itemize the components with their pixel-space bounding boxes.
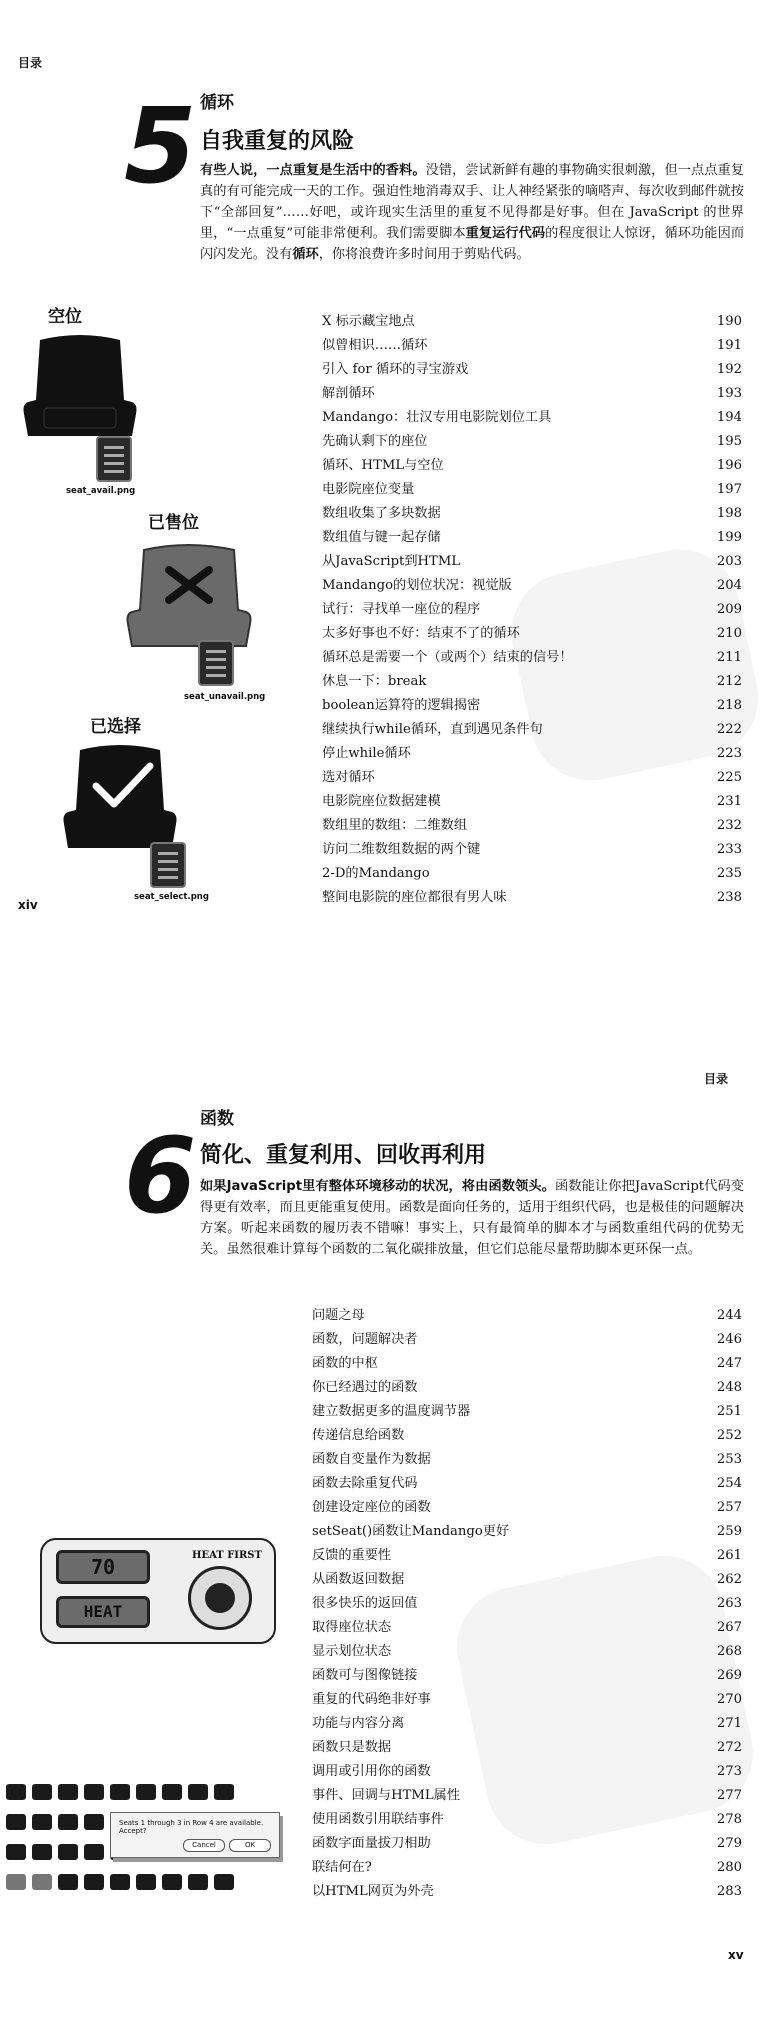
toc-entry-page: 277: [716, 1788, 742, 1803]
toc-entry-title: 创建设定座位的函数: [312, 1500, 431, 1515]
toc-entry-title: 休息一下：break: [322, 674, 427, 689]
toc-entry-page: 235: [716, 866, 742, 881]
toc-entry-page: 232: [716, 818, 742, 833]
toc-entry-page: 209: [716, 602, 742, 617]
mini-seat-icon: [6, 1784, 26, 1800]
toc-entry-page: 270: [716, 1692, 742, 1707]
toc-entry[interactable]: [312, 1592, 742, 1616]
toc-entry-title: 解剖循环: [322, 386, 375, 401]
toc-entry-title: 选对循环: [322, 770, 375, 785]
toc-entry[interactable]: [312, 1424, 742, 1448]
mini-seat-icon: [58, 1844, 78, 1860]
thermostat-mode-display: HEAT: [56, 1596, 150, 1628]
ok-button[interactable]: OK: [229, 1839, 271, 1852]
toc-entry-page: 196: [716, 458, 742, 473]
toc-entry[interactable]: [312, 1616, 742, 1640]
toc-entry-page: 218: [716, 698, 742, 713]
toc-entry-title: 函数可与图像链接: [312, 1668, 418, 1683]
toc-entry[interactable]: [322, 622, 742, 646]
toc-entry-title: boolean运算符的逻辑揭密: [322, 698, 481, 713]
thermostat-brand: HEAT FIRST: [192, 1550, 262, 1561]
toc-entry-page: 280: [716, 1860, 742, 1875]
file-tag-icon: [150, 842, 186, 888]
toc-entry-title: Mandango：壮汉专用电影院划位工具: [322, 410, 552, 425]
toc-list: [322, 310, 742, 910]
toc-entry[interactable]: [322, 382, 742, 406]
toc-entry-page: 269: [716, 1668, 742, 1683]
toc-entry-title: 函数自变量作为数据: [312, 1452, 431, 1467]
toc-entry-title: 显示划位状态: [312, 1644, 392, 1659]
page-number: xiv: [18, 898, 38, 912]
seat-label-available: 空位: [48, 307, 82, 327]
toc-entry[interactable]: [312, 1400, 742, 1424]
toc-entry-page: 272: [716, 1740, 742, 1755]
mini-seat-icon: [32, 1844, 52, 1860]
toc-entry[interactable]: [322, 886, 742, 910]
toc-entry[interactable]: [322, 814, 742, 838]
dialog-message: Seats 1 through 3 in Row 4 are available. Accept?: [119, 1819, 264, 1835]
toc-entry[interactable]: [322, 502, 742, 526]
toc-entry[interactable]: [312, 1304, 742, 1328]
intro-emphasis: 重复运行代码: [465, 226, 546, 241]
toc-entry[interactable]: [312, 1520, 742, 1544]
mini-seat-icon: [162, 1874, 182, 1890]
toc-entry-page: 198: [716, 506, 742, 521]
toc-entry-title: 先确认剩下的座位: [322, 434, 428, 449]
selected-seat-icon: [60, 740, 180, 852]
mini-seat-icon: [136, 1784, 156, 1800]
mini-seat-icon: [84, 1814, 104, 1830]
toc-entry-page: 262: [716, 1572, 742, 1587]
toc-entry-title: 似曾相识……循环: [322, 338, 428, 353]
page-number: xv: [728, 1948, 744, 1962]
toc-entry-page: 233: [716, 842, 742, 857]
toc-entry[interactable]: [312, 1760, 742, 1784]
toc-entry-page: 223: [716, 746, 742, 761]
chapter-intro: [200, 160, 744, 265]
toc-entry[interactable]: [322, 406, 742, 430]
toc-entry-page: 259: [716, 1524, 742, 1539]
toc-entry-page: 210: [716, 626, 742, 641]
mini-seat-icon: [214, 1784, 234, 1800]
mini-seat-icon: [162, 1784, 182, 1800]
toc-entry-title: 重复的代码绝非好事: [312, 1692, 431, 1707]
toc-entry-title: 调用或引用你的函数: [312, 1764, 431, 1779]
chapter-title: 自我重复的风险: [200, 129, 355, 154]
toc-entry-title: 数组值与键一起存储: [322, 530, 441, 545]
toc-entry[interactable]: [312, 1808, 742, 1832]
toc-entry[interactable]: [322, 742, 742, 766]
toc-entry-page: 252: [716, 1428, 742, 1443]
seat-filename-available: seat_avail.png: [66, 486, 136, 496]
toc-entry[interactable]: [322, 598, 742, 622]
running-header: 目录: [18, 56, 43, 70]
file-tag-icon: [198, 640, 234, 686]
toc-entry-page: 253: [716, 1452, 742, 1467]
toc-entry-page: 254: [716, 1476, 742, 1491]
toc-entry-page: 251: [716, 1404, 742, 1419]
toc-entry-title: setSeat()函数让Mandango更好: [312, 1524, 510, 1539]
mini-seat-icon: [6, 1814, 26, 1830]
mini-seat-icon: [58, 1784, 78, 1800]
toc-entry[interactable]: [312, 1496, 742, 1520]
toc-entry-title: 数组里的数组：二维数组: [322, 818, 468, 833]
toc-entry[interactable]: [312, 1448, 742, 1472]
toc-entry[interactable]: [312, 1664, 742, 1688]
toc-entry-page: 195: [716, 434, 742, 449]
toc-entry[interactable]: [312, 1328, 742, 1352]
toc-page-xiv: [0, 0, 760, 1000]
mini-seat-icon: [32, 1814, 52, 1830]
toc-entry-page: 211: [716, 650, 742, 665]
toc-entry-title: 电影院座位数据建模: [322, 794, 441, 809]
mini-seat-icon: [110, 1784, 130, 1800]
mini-seat-icon: [84, 1784, 104, 1800]
chapter-intro: [200, 1176, 744, 1260]
toc-entry[interactable]: [322, 454, 742, 478]
toc-entry-page: 194: [716, 410, 742, 425]
toc-entry-page: 192: [716, 362, 742, 377]
toc-entry-title: 函数的中枢: [312, 1356, 378, 1371]
toc-entry-page: 238: [716, 890, 742, 905]
chapter-number: 5: [124, 85, 193, 207]
mini-seat-icon: [58, 1874, 78, 1890]
toc-entry[interactable]: [322, 334, 742, 358]
mini-seat-icon: [110, 1874, 130, 1890]
toc-entry-title: 2-D的Mandango: [322, 866, 430, 881]
toc-entry-title: 取得座位状态: [312, 1620, 392, 1635]
toc-entry[interactable]: [322, 646, 742, 670]
toc-entry-title: 访问二维数组数据的两个键: [322, 842, 481, 857]
intro-emphasis: 如果JavaScript里有整体环境移动的状况，将由函数领头。: [200, 1179, 556, 1194]
toc-entry[interactable]: [312, 1544, 742, 1568]
toc-entry-title: 函数字面量拔刀相助: [312, 1836, 431, 1851]
toc-entry-title: 从JavaScript到HTML: [322, 554, 461, 569]
mini-seat-icon: [6, 1844, 26, 1860]
toc-entry-title: 从函数返回数据: [312, 1572, 405, 1587]
toc-entry-page: 267: [716, 1620, 742, 1635]
toc-entry[interactable]: [322, 790, 742, 814]
toc-entry[interactable]: [322, 526, 742, 550]
toc-entry-title: 引入 for 循环的寻宝游戏: [322, 362, 469, 377]
seat-label-selected: 已选择: [90, 717, 141, 737]
mini-seat-icon: [84, 1874, 104, 1890]
toc-entry-title: 你已经遇过的函数: [312, 1380, 418, 1395]
toc-entry[interactable]: [312, 1712, 742, 1736]
toc-entry[interactable]: [312, 1832, 742, 1856]
toc-entry-page: 271: [716, 1716, 742, 1731]
mini-seat-icon: [6, 1874, 26, 1890]
toc-entry-title: 函数，问题解决者: [312, 1332, 418, 1347]
toc-entry[interactable]: [312, 1640, 742, 1664]
toc-entry-title: 数组收集了多块数据: [322, 506, 441, 521]
mini-seat-icon: [58, 1814, 78, 1830]
toc-entry-title: 循环、HTML与空位: [322, 458, 444, 473]
chapter-title: 简化、重复利用、回收再利用: [200, 1143, 487, 1168]
toc-entry-page: 203: [716, 554, 742, 569]
seat-filename-selected: seat_select.png: [134, 892, 209, 902]
chapter-label: 循环: [200, 93, 234, 113]
toc-entry-page: 244: [716, 1308, 742, 1323]
toc-entry-title: 以HTML网页为外壳: [312, 1884, 434, 1899]
toc-entry-title: 使用函数引用联结事件: [312, 1812, 444, 1827]
thermostat-temp-display: 70: [56, 1550, 150, 1584]
intro-text: ，你将浪费许多时间用于剪贴代码。: [318, 247, 530, 262]
toc-entry-page: 279: [716, 1836, 742, 1851]
toc-entry[interactable]: [322, 718, 742, 742]
mini-seat-icon: [84, 1844, 104, 1860]
toc-page-xv: [0, 1000, 760, 2042]
mini-seat-icon: [32, 1784, 52, 1800]
toc-entry-title: 反馈的重要性: [312, 1548, 392, 1563]
toc-entry[interactable]: [322, 310, 742, 334]
intro-text: 的程度很让人惊讶，循环功能因而闪闪发光。没有: [200, 226, 745, 262]
toc-entry-page: 225: [716, 770, 742, 785]
toc-entry[interactable]: [322, 766, 742, 790]
toc-entry-title: 很多快乐的返回值: [312, 1596, 418, 1611]
toc-entry-title: 联结何在?: [312, 1860, 372, 1875]
toc-entry[interactable]: [322, 550, 742, 574]
intro-text: 函数能让你把JavaScript代码变得更有效率，而且更能重复使用。函数是面向任务的，适用于组织代码，也是极佳的问题解决方案。听起来函数的履历表不错嘛！事实上，只有最简单的脚本才与函数重组代码的优势无关。虽然很难计算每个函数的二氧化碳排放量，但它们总能尽量帮助脚本更环保一点。: [200, 1179, 744, 1257]
toc-entry[interactable]: [312, 1736, 742, 1760]
toc-entry[interactable]: [312, 1352, 742, 1376]
toc-entry[interactable]: [322, 478, 742, 502]
toc-entry-page: 247: [716, 1356, 742, 1371]
chapter-label: 函数: [200, 1109, 234, 1129]
toc-entry-page: 204: [716, 578, 742, 593]
cancel-button[interactable]: Cancel: [183, 1839, 225, 1852]
toc-entry-page: 231: [716, 794, 742, 809]
toc-entry-page: 222: [716, 722, 742, 737]
toc-entry[interactable]: [312, 1472, 742, 1496]
toc-entry-title: 循环总是需要一个（或两个）结束的信号！: [322, 650, 573, 665]
toc-entry[interactable]: [322, 862, 742, 886]
toc-entry[interactable]: [322, 694, 742, 718]
seat-label-unavailable: 已售位: [148, 513, 199, 533]
toc-entry-title: Mandango的划位状况：视觉版: [322, 578, 512, 593]
toc-entry-page: 191: [716, 338, 742, 353]
mini-seat-icon: [188, 1874, 208, 1890]
toc-entry[interactable]: [322, 574, 742, 598]
toc-entry[interactable]: [312, 1376, 742, 1400]
toc-entry-page: 278: [716, 1812, 742, 1827]
toc-list: [312, 1304, 742, 1904]
intro-text: 没错，尝试新鲜有趣的事物确实很刺激，但一点点重复真的有可能完成一天的工作。强迫性地消毒双手、让人神经紧张的嘀嗒声、每次收到邮件就按下“全部回复”……好吧，或许现实生活里的重复不见得都是好事。但在 JavaScript 的世界里，“一点重复”可能非常便利。我们需要脚本: [200, 163, 744, 241]
toc-entry-title: 传递信息给函数: [312, 1428, 405, 1443]
toc-entry-title: 太多好事也不好：结束不了的循环: [322, 626, 520, 641]
toc-entry[interactable]: [322, 838, 742, 862]
running-header: 目录: [704, 1072, 729, 1086]
toc-entry-page: 261: [716, 1548, 742, 1563]
toc-entry-title: 整间电影院的座位都很有男人味: [322, 890, 507, 905]
mini-seat-icon: [136, 1874, 156, 1890]
toc-entry-page: 199: [716, 530, 742, 545]
toc-entry[interactable]: [312, 1880, 742, 1904]
toc-entry-page: 193: [716, 386, 742, 401]
mini-seat-icon: [188, 1784, 208, 1800]
toc-entry-page: 190: [716, 314, 742, 329]
toc-entry-page: 248: [716, 1380, 742, 1395]
toc-entry-title: 功能与内容分离: [312, 1716, 405, 1731]
toc-entry-title: 停止while循环: [322, 746, 411, 761]
mini-seat-icon: [214, 1874, 234, 1890]
toc-entry-page: 212: [716, 674, 742, 689]
toc-entry-page: 197: [716, 482, 742, 497]
unavailable-seat-icon: [124, 540, 254, 650]
toc-entry[interactable]: [312, 1856, 742, 1880]
toc-entry-title: 函数只是数据: [312, 1740, 392, 1755]
toc-entry-title: 继续执行while循环，直到遇见条件句: [322, 722, 543, 737]
thermostat-illustration: [40, 1538, 276, 1644]
toc-entry-title: 电影院座位变量: [322, 482, 415, 497]
file-tag-icon: [96, 436, 132, 482]
thermostat-dial-icon: [188, 1566, 252, 1630]
toc-entry[interactable]: [322, 358, 742, 382]
toc-entry-page: 283: [716, 1884, 742, 1899]
toc-entry[interactable]: [322, 430, 742, 454]
toc-entry[interactable]: [312, 1688, 742, 1712]
mini-seat-icon: [32, 1874, 52, 1890]
toc-entry-title: 事件、回调与HTML属性: [312, 1788, 461, 1803]
toc-entry-page: 273: [716, 1764, 742, 1779]
toc-entry-page: 246: [716, 1332, 742, 1347]
intro-emphasis: 循环: [292, 247, 319, 262]
intro-emphasis: 有些人说，一点重复是生活中的香料。: [200, 163, 426, 178]
toc-entry-page: 263: [716, 1596, 742, 1611]
toc-entry-title: 问题之母: [312, 1308, 365, 1323]
toc-entry-title: 试行：寻找单一座位的程序: [322, 602, 481, 617]
available-seat-icon: [20, 330, 140, 440]
toc-entry[interactable]: [312, 1784, 742, 1808]
toc-entry-page: 268: [716, 1644, 742, 1659]
toc-entry-title: 函数去除重复代码: [312, 1476, 418, 1491]
seat-filename-unavailable: seat_unavail.png: [184, 692, 266, 702]
toc-entry-title: X 标示藏宝地点: [322, 314, 415, 329]
accept-dialog: [110, 1812, 280, 1858]
toc-entry-title: 建立数据更多的温度调节器: [312, 1404, 471, 1419]
chapter-number: 6: [124, 1115, 193, 1237]
toc-entry-page: 257: [716, 1500, 742, 1515]
toc-entry[interactable]: [312, 1568, 742, 1592]
toc-entry[interactable]: [322, 670, 742, 694]
